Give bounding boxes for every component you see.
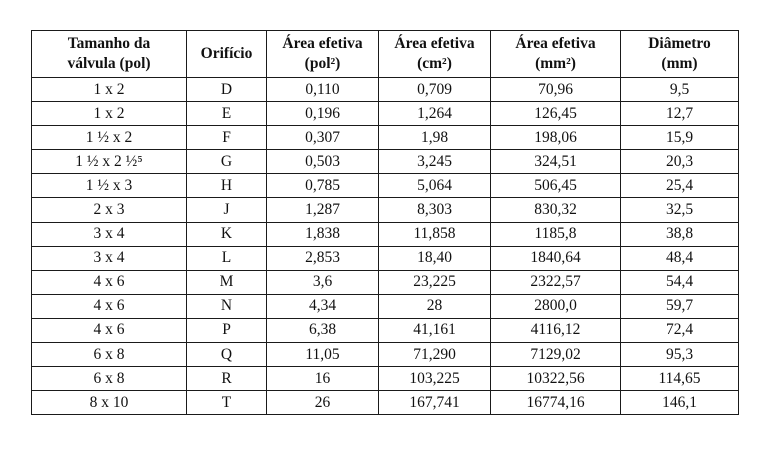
cell-area-pol2: 0,196 xyxy=(267,102,379,126)
header-orifice-label: Orifício xyxy=(200,45,253,62)
header-row xyxy=(32,31,739,78)
header-valve-size-line1: Tamanho da xyxy=(67,35,151,52)
cell-area-mm2: 324,51 xyxy=(491,150,621,174)
cell-orifice: D xyxy=(187,78,267,102)
cell-area-mm2: 830,32 xyxy=(491,198,621,222)
table-row xyxy=(32,367,739,391)
cell-valve-size: 4 x 6 xyxy=(32,270,187,294)
valve-orifice-table-container xyxy=(31,30,738,415)
cell-area-pol2: 0,307 xyxy=(267,126,379,150)
cell-valve-size: 1 x 2 xyxy=(32,78,187,102)
cell-orifice: T xyxy=(187,391,267,415)
cell-diameter: 48,4 xyxy=(621,246,739,270)
cell-valve-size: 1 x 2 xyxy=(32,102,187,126)
cell-area-cm2: 0,709 xyxy=(379,78,491,102)
cell-area-cm2: 167,741 xyxy=(379,391,491,415)
header-diameter xyxy=(621,31,739,78)
header-area-cm2-line2: (cm²) xyxy=(417,55,452,72)
cell-area-cm2: 23,225 xyxy=(379,270,491,294)
cell-area-mm2: 506,45 xyxy=(491,174,621,198)
cell-area-pol2: 3,6 xyxy=(267,270,379,294)
header-area-cm2 xyxy=(379,31,491,78)
cell-diameter: 114,65 xyxy=(621,367,739,391)
cell-valve-size: 1 ½ x 3 xyxy=(32,174,187,198)
table-row xyxy=(32,222,739,246)
table-row xyxy=(32,294,739,318)
cell-area-mm2: 7129,02 xyxy=(491,343,621,367)
cell-area-mm2: 2322,57 xyxy=(491,270,621,294)
cell-valve-size: 3 x 4 xyxy=(32,246,187,270)
cell-area-cm2: 18,40 xyxy=(379,246,491,270)
cell-orifice: R xyxy=(187,367,267,391)
table-row xyxy=(32,246,739,270)
cell-orifice: Q xyxy=(187,343,267,367)
cell-diameter: 9,5 xyxy=(621,78,739,102)
cell-area-cm2: 3,245 xyxy=(379,150,491,174)
table-row xyxy=(32,270,739,294)
cell-valve-size: 6 x 8 xyxy=(32,343,187,367)
cell-area-pol2: 0,785 xyxy=(267,174,379,198)
header-area-mm2-line2: (mm²) xyxy=(535,55,576,72)
cell-valve-size: 4 x 6 xyxy=(32,294,187,318)
header-area-mm2 xyxy=(491,31,621,78)
cell-area-cm2: 28 xyxy=(379,294,491,318)
cell-area-cm2: 8,303 xyxy=(379,198,491,222)
cell-area-pol2: 16 xyxy=(267,367,379,391)
cell-area-cm2: 1,264 xyxy=(379,102,491,126)
cell-area-mm2: 126,45 xyxy=(491,102,621,126)
table-row xyxy=(32,126,739,150)
cell-area-mm2: 1185,8 xyxy=(491,222,621,246)
cell-orifice: P xyxy=(187,318,267,342)
cell-diameter: 20,3 xyxy=(621,150,739,174)
cell-orifice: F xyxy=(187,126,267,150)
cell-orifice: E xyxy=(187,102,267,126)
cell-diameter: 146,1 xyxy=(621,391,739,415)
cell-orifice: J xyxy=(187,198,267,222)
cell-diameter: 59,7 xyxy=(621,294,739,318)
cell-area-cm2: 103,225 xyxy=(379,367,491,391)
cell-area-cm2: 11,858 xyxy=(379,222,491,246)
cell-valve-size: 8 x 10 xyxy=(32,391,187,415)
cell-area-mm2: 10322,56 xyxy=(491,367,621,391)
cell-valve-size: 4 x 6 xyxy=(32,318,187,342)
cell-area-pol2: 26 xyxy=(267,391,379,415)
cell-area-pol2: 4,34 xyxy=(267,294,379,318)
cell-area-mm2: 70,96 xyxy=(491,78,621,102)
cell-diameter: 25,4 xyxy=(621,174,739,198)
cell-area-mm2: 16774,16 xyxy=(491,391,621,415)
table-body xyxy=(32,78,739,415)
header-diameter-line1: Diâmetro xyxy=(648,35,711,52)
cell-valve-size: 3 x 4 xyxy=(32,222,187,246)
cell-area-pol2: 11,05 xyxy=(267,343,379,367)
cell-diameter: 15,9 xyxy=(621,126,739,150)
cell-diameter: 72,4 xyxy=(621,318,739,342)
cell-area-pol2: 0,110 xyxy=(267,78,379,102)
cell-area-pol2: 0,503 xyxy=(267,150,379,174)
cell-area-mm2: 2800,0 xyxy=(491,294,621,318)
cell-area-mm2: 4116,12 xyxy=(491,318,621,342)
cell-orifice: G xyxy=(187,150,267,174)
table-row xyxy=(32,102,739,126)
cell-orifice: K xyxy=(187,222,267,246)
cell-diameter: 38,8 xyxy=(621,222,739,246)
table-row xyxy=(32,343,739,367)
cell-valve-size: 1 ½ x 2 ½⁵ xyxy=(32,150,187,174)
cell-area-pol2: 2,853 xyxy=(267,246,379,270)
cell-valve-size: 2 x 3 xyxy=(32,198,187,222)
header-area-mm2-line1: Área efetiva xyxy=(515,35,596,52)
cell-orifice: M xyxy=(187,270,267,294)
cell-area-pol2: 1,838 xyxy=(267,222,379,246)
header-valve-size-line2: válvula (pol) xyxy=(67,55,151,72)
cell-area-cm2: 1,98 xyxy=(379,126,491,150)
table-row xyxy=(32,78,739,102)
cell-area-cm2: 71,290 xyxy=(379,343,491,367)
header-area-pol2-line2: (pol²) xyxy=(304,55,341,72)
cell-area-cm2: 5,064 xyxy=(379,174,491,198)
cell-orifice: L xyxy=(187,246,267,270)
cell-area-pol2: 6,38 xyxy=(267,318,379,342)
table-row xyxy=(32,391,739,415)
cell-diameter: 95,3 xyxy=(621,343,739,367)
cell-area-cm2: 41,161 xyxy=(379,318,491,342)
table-row xyxy=(32,198,739,222)
cell-diameter: 54,4 xyxy=(621,270,739,294)
header-area-pol2 xyxy=(267,31,379,78)
header-diameter-line2: (mm) xyxy=(661,55,698,72)
cell-area-mm2: 198,06 xyxy=(491,126,621,150)
table-row xyxy=(32,174,739,198)
header-orifice xyxy=(187,31,267,78)
header-area-cm2-line1: Área efetiva xyxy=(394,35,475,52)
header-area-pol2-line1: Área efetiva xyxy=(282,35,363,52)
cell-area-pol2: 1,287 xyxy=(267,198,379,222)
header-valve-size xyxy=(32,31,187,78)
table-row xyxy=(32,318,739,342)
cell-orifice: H xyxy=(187,174,267,198)
valve-orifice-table xyxy=(31,30,739,415)
table-row xyxy=(32,150,739,174)
cell-orifice: N xyxy=(187,294,267,318)
cell-valve-size: 6 x 8 xyxy=(32,367,187,391)
cell-valve-size: 1 ½ x 2 xyxy=(32,126,187,150)
cell-diameter: 12,7 xyxy=(621,102,739,126)
cell-diameter: 32,5 xyxy=(621,198,739,222)
cell-area-mm2: 1840,64 xyxy=(491,246,621,270)
